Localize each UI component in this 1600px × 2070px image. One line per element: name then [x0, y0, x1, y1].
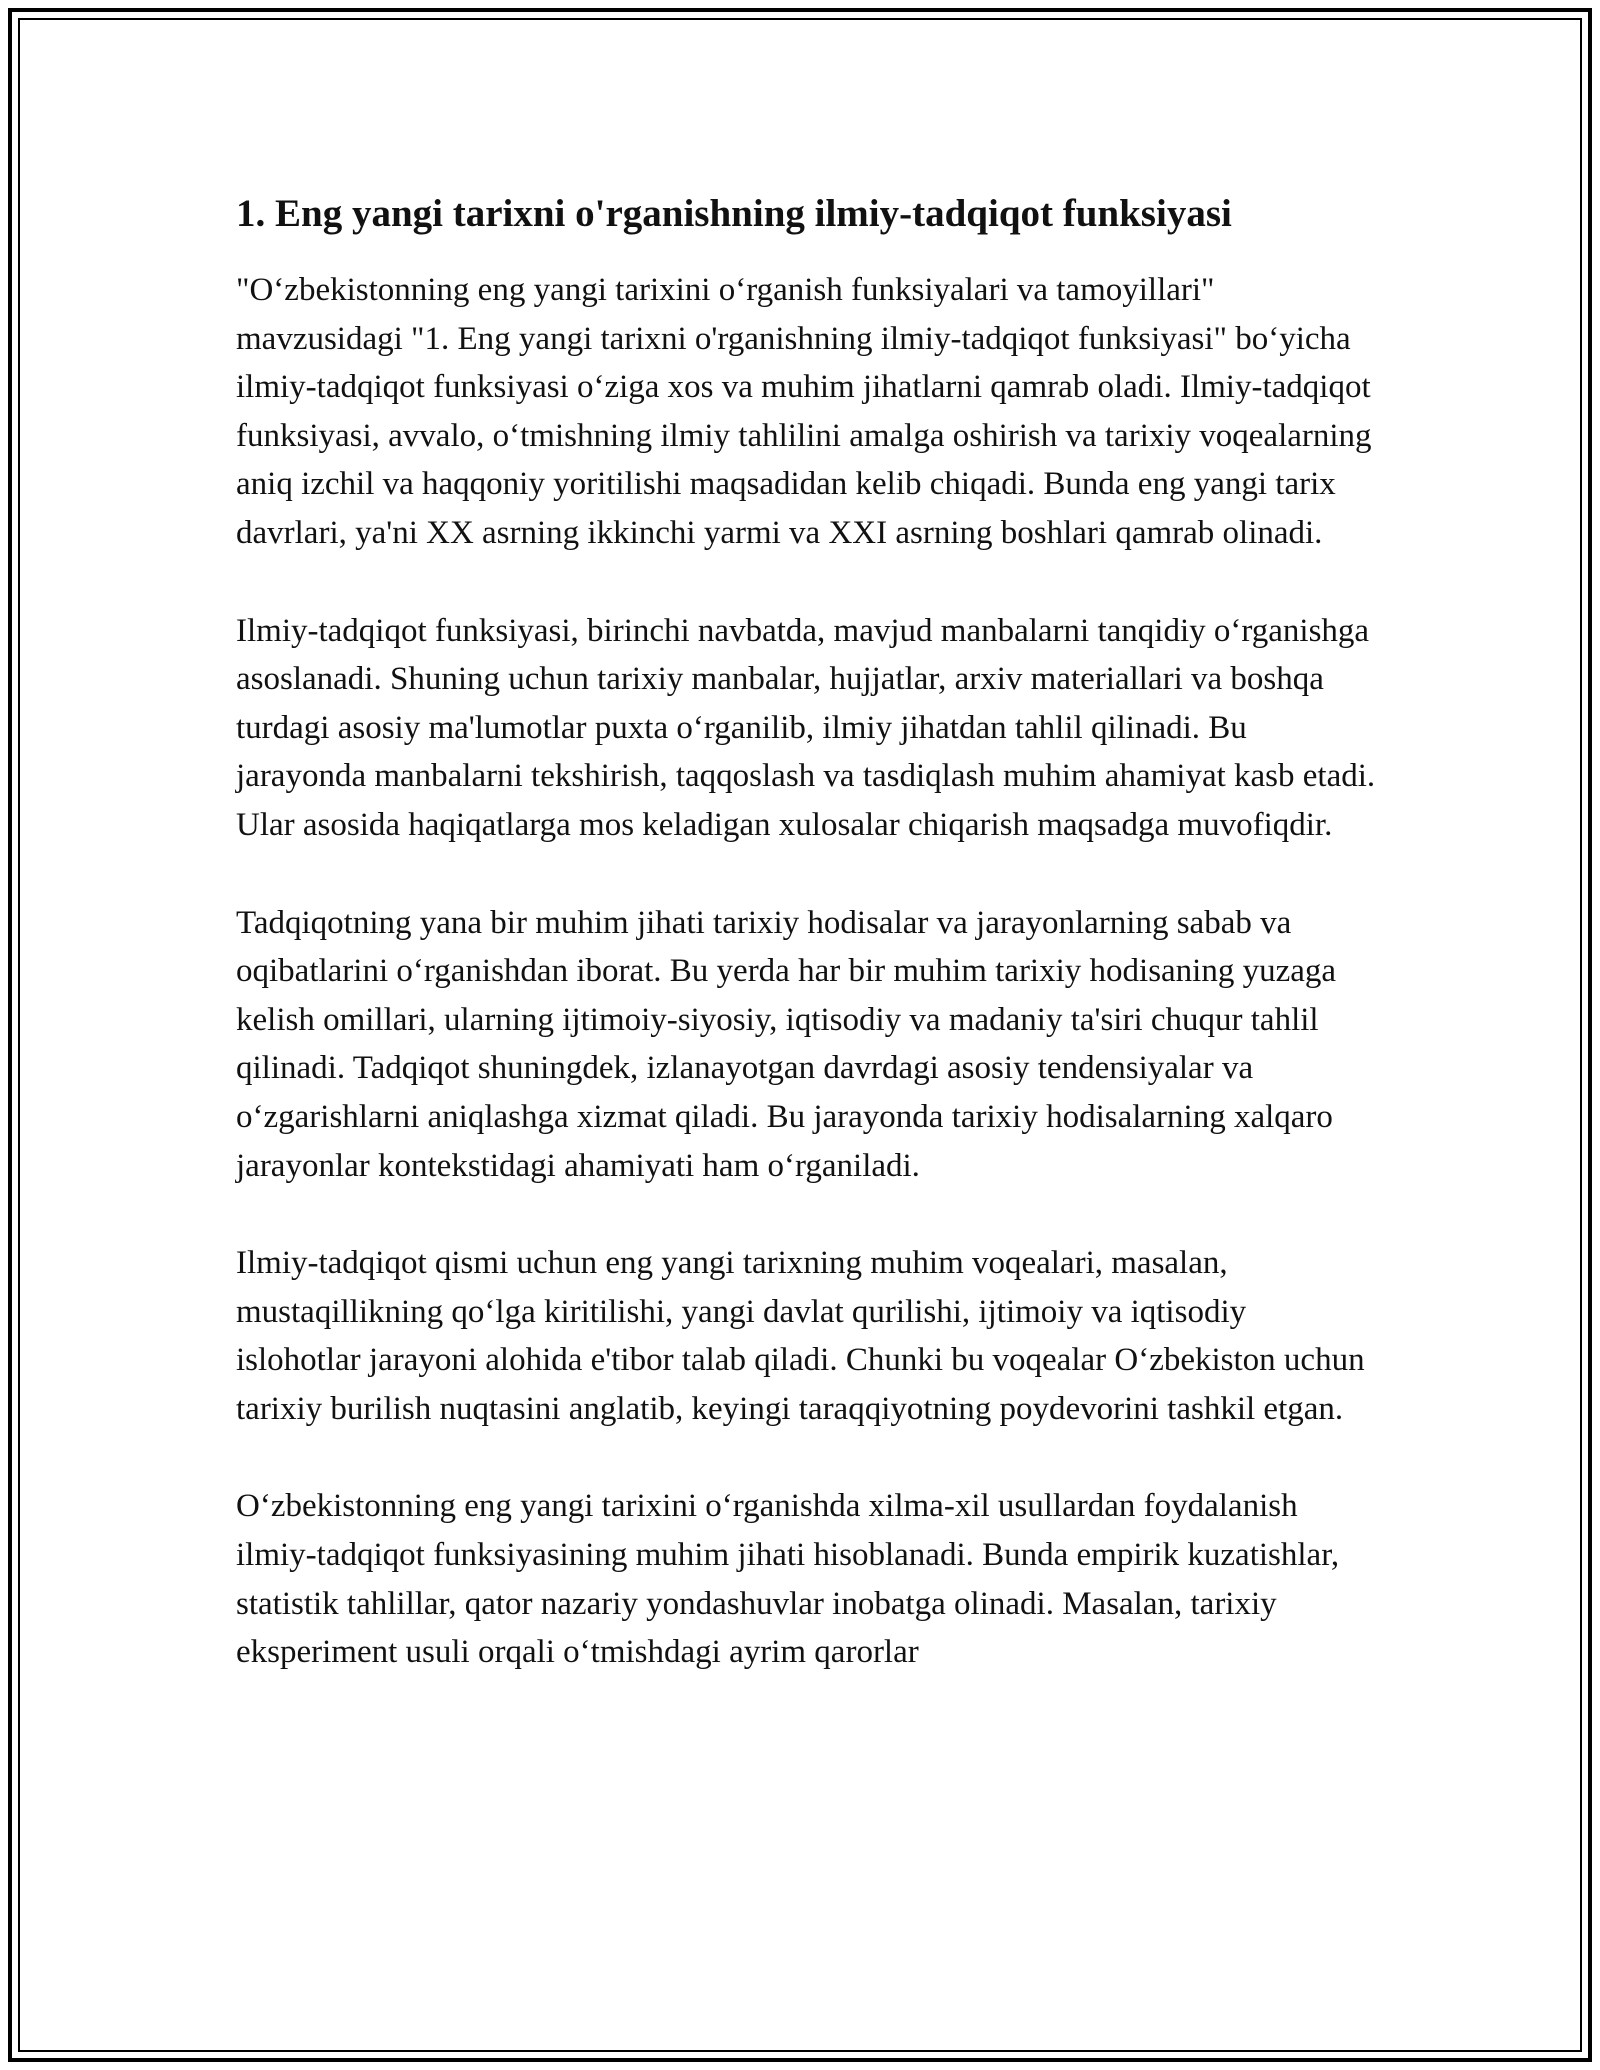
paragraph-1: "O‘zbekistonning eng yangi tarixini o‘rganish funksiyalari va tamoyillari" mavzusidagi "1. Eng yangi tarixni o'rganishning ilmiy-tadqiqot funksiyasi" bo‘yicha ilmiy-tadqiqot funksiyasi o‘ziga xos va muhim jihatlarni qamrab oladi. Ilmiy-tadqiqot funksiyasi, avvalo, o‘tmishning ilmiy tahlilini amalga oshirish va tarixiy voqealarning aniq izchil va haqqoniy yoritilishi maqsadidan kelib chiqadi. Bunda eng yangi tarix davrlari, ya'ni XX asrning ikkinchi yarmi va XXI asrning boshlari qamrab olinadi. — [236, 272, 1372, 551]
paragraph-4: Ilmiy-tadqiqot qismi uchun eng yangi tarixning muhim voqealari, masalan, mustaqillikning qo‘lga kiritilishi, yangi davlat qurilishi, ijtimoiy va iqtisodiy islohotlar jarayoni alohida e'tibor talab qiladi. Chunki bu voqealar O‘zbekiston uchun tarixiy burilish nuqtasini anglatib, keyingi taraqqiyotning poydevorini tashkil etgan. — [236, 1245, 1365, 1427]
section-heading: 1. Eng yangi tarixni o'rganishning ilmiy-tadqiqot funksiyasi — [236, 192, 1232, 235]
paragraph-2: Ilmiy-tadqiqot funksiyasi, birinchi navbatda, mavjud manbalarni tanqidiy o‘rganishga asoslanadi. Shuning uchun tarixiy manbalar, hujjatlar, arxiv materiallari va boshqa turdagi asosiy ma'lumotlar puxta o‘rganilib, ilmiy jihatdan tahlil qilinadi. Bu jarayonda manbalarni tekshirish, taqqoslash va tasdiqlash muhim ahamiyat kasb etadi. Ular asosida haqiqatlarga mos keladigan xulosalar chiqarish maqsadga muvofiqdir. — [236, 612, 1376, 843]
document-body — [236, 188, 1376, 1726]
paragraph-5: O‘zbekistonning eng yangi tarixini o‘rganishda xilma-xil usullardan foydalanish ilmiy-tadqiqot funksiyasining muhim jihati hisoblanadi. Bunda empirik kuzatishlar, statistik tahlillar, qator nazariy yondashuvlar inobatga olinadi. Masalan, tarixiy eksperiment usuli orqali o‘tmishdagi ayrim qarorlar — [236, 1488, 1340, 1671]
paragraph-3: Tadqiqotning yana bir muhim jihati tarixiy hodisalar va jarayonlarning sabab va oqibatlarini o‘rganishdan iborat. Bu yerda har bir muhim tarixiy hodisaning yuzaga kelish omillari, ularning ijtimoiy-siyosiy, iqtisodiy va madaniy ta'siri chuqur tahlil qilinadi. Tadqiqot shuningdek, izlanayotgan davrdagi asosiy tendensiyalar va o‘zgarishlarni aniqlashga xizmat qiladi. Bu jarayonda tarixiy hodisalarning xalqaro jarayonlar kontekstidagi ahamiyati ham o‘rganiladi. — [236, 904, 1337, 1184]
